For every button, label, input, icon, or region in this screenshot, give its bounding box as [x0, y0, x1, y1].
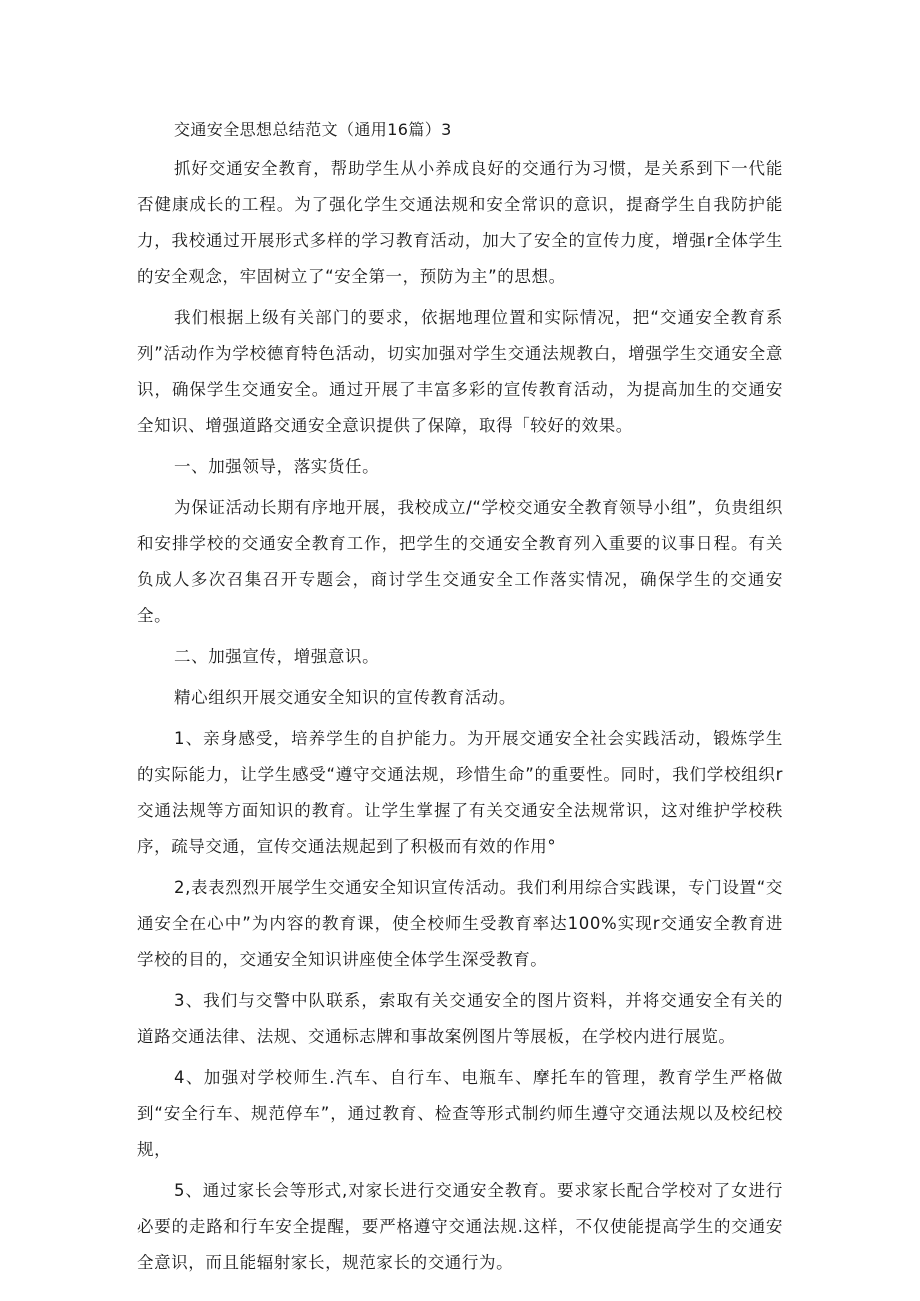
paragraph-publicity: 精心组织开展交通安全知识的宣传教育活动。	[174, 688, 516, 707]
document-title: 交通安全思想总结范文（通用16篇）3	[174, 120, 452, 139]
section-heading-1: 一、加强领导，落实货任。	[174, 457, 380, 476]
section-heading-2: 二、加强宣传，增强意识。	[174, 647, 380, 666]
list-item-4: 4、加强对学校师生.汽车、自行车、电瓶车、摩托车的管理，教育学生严格做到“安全行车、规范停车”，通过教育、检查等形式制约师生遵守交通法规以及校纪校规，	[137, 1068, 783, 1159]
paragraph-intro: 抓好交通安全教育，帮助学生从小养成良好的交通行为习惯，是关系到下一代能否健康成长的工程。为了强化学生交通法规和安全常识的意识，提裔学生自我防护能力，我校通过开展形式多样的学习教育活动，加大了安全的宣传力度，增强r全体学生的安全观念，牢固树立了“安全第一，预防为主”的思想。	[137, 159, 783, 286]
list-item-2: 2,表表烈烈开展学生交通安全知识宣传活动。我们利用综合实践课，专门设置“交通安全在心中”为内容的教育课，使全校师生受教育率达100%实现r交通安全教育进学校的目的，交通安全知识讲座使全体学生深受教育。	[137, 878, 783, 969]
list-item-3: 3、我们与交警中队联系，索取有关交通安全的图片资料，并将交通安全有关的道路交通法律、法规、交通标志牌和事故案例图片等展板，在学校内进行展览。	[137, 991, 783, 1046]
paragraph-background: 我们根据上级有关部门的要求，依据地理位置和实际情况，把“交通安全教育系列”活动作为学校德育特色活动，切实加强对学生交通法规教白，增强学生交通安全意识，确保学生交通安全。通过开展了丰富多彩的宣传教育活动，为提高加生的交通安全知识、增强道路交通安全意识提供了保障，取得「较好的效果。	[137, 308, 783, 435]
list-item-1: 1、亲身感受，培养学生的自护能力。为开展交通安全社会实践活动，锻炼学生的实际能力，让学生感受“遵守交通法规，珍惜生命”的重要性。同时，我们学校组织r交通法规等方面知识的教育。让学生掌握了有关交通安全法规常识，这对维护学校秩序，疏导交通，宣传交通法规起到了积极而有效的作用°	[137, 729, 783, 856]
list-item-5: 5、通过家长会等形式,对家长进行交通安全教育。要求家长配合学校对了女进行必要的走路和行车安全提醒，要严格遵守交通法规.这样，不仅使能提高学生的交通安全意识，而且能辐射家长，规范家长的交通行为。	[137, 1181, 783, 1272]
paragraph-leadership: 为保证活动长期有序地开展，我校成立/“学校交通安全教育领导小组”，负贵组织和安排学校的交通安全教育工作，把学生的交通安全教育列入重要的议事日程。有关负成人多次召集召开专题会，商讨学生交通安全工作落实情况，确保学生的交通安全。	[137, 498, 783, 625]
document-body	[137, 117, 783, 1281]
